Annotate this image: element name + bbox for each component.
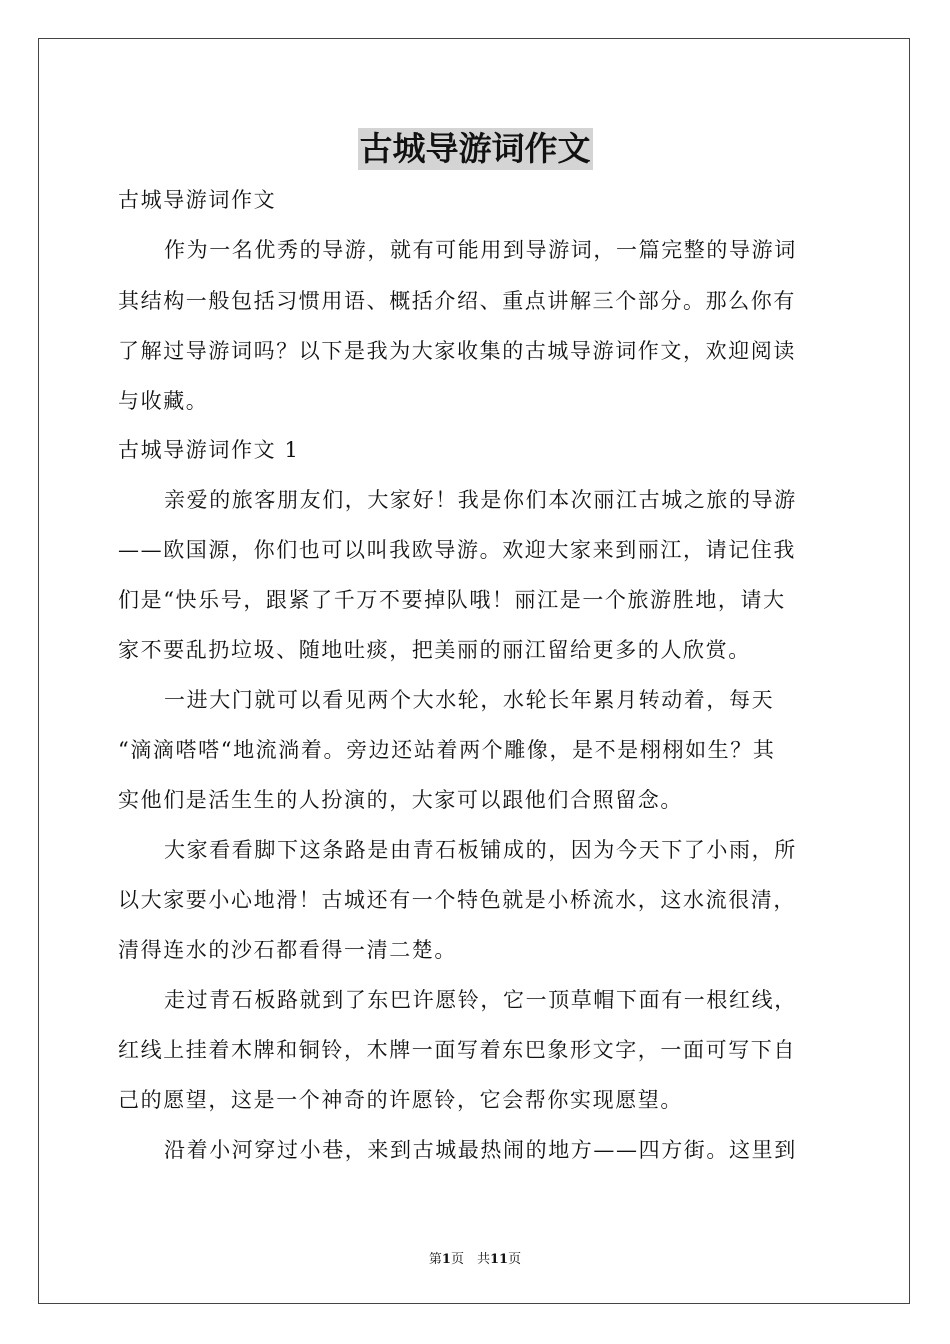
document-title: 古城导游词作文: [359, 129, 591, 168]
section-heading: 古城导游词作文 1: [118, 438, 300, 462]
body-line: 沿着小河穿过小巷，来到古城最热闹的地方——四方街。这里到: [164, 1138, 797, 1162]
body-line: 们是“快乐号，跟紧了千万不要掉队哦！丽江是一个旅游胜地，请大: [118, 588, 786, 612]
footer-page-number: 1: [441, 1252, 451, 1267]
body-line: 走过青石板路就到了东巴许愿铃，它一顶草帽下面有一根红线，: [164, 988, 797, 1012]
body-line: 己的愿望，这是一个神奇的许愿铃，它会帮你实现愿望。: [118, 1088, 683, 1112]
body-line: 大家看看脚下这条路是由青石板铺成的，因为今天下了小雨，所: [164, 838, 797, 862]
intro-line: 与收藏。: [118, 389, 209, 413]
title-container: [0, 128, 950, 170]
body-line: “滴滴嗒嗒“地流淌着。旁边还站着两个雕像，是不是栩栩如生？其: [118, 738, 776, 762]
footer-mid: 页 共: [450, 1252, 490, 1267]
body-line: 家不要乱扔垃圾、随地吐痰，把美丽的丽江留给更多的人欣赏。: [118, 638, 751, 662]
document-page: [38, 38, 910, 1304]
footer-total-pages: 11: [489, 1252, 509, 1267]
body-line: 亲爱的旅客朋友们，大家好！我是你们本次丽江古城之旅的导游: [164, 488, 797, 512]
intro-line: 其结构一般包括习惯用语、概括介绍、重点讲解三个部分。那么你有: [118, 289, 796, 313]
subtitle: 古城导游词作文: [118, 188, 277, 212]
footer-suffix: 页: [508, 1252, 522, 1267]
footer-prefix: 第: [428, 1252, 442, 1267]
body-line: 红线上挂着木牌和铜铃，木牌一面写着东巴象形文字，一面可写下自: [118, 1038, 796, 1062]
intro-line: 了解过导游词吗？以下是我为大家收集的古城导游词作文，欢迎阅读: [118, 339, 796, 363]
body-line: 一进大门就可以看见两个大水轮，水轮长年累月转动着，每天: [164, 688, 775, 712]
page-footer: [0, 1248, 950, 1267]
body-line: ——欧国源，你们也可以叫我欧导游。欢迎大家来到丽江，请记住我: [118, 538, 796, 562]
body-line: 以大家要小心地滑！古城还有一个特色就是小桥流水，这水流很清，: [118, 888, 796, 912]
body-line: 清得连水的沙石都看得一清二楚。: [118, 938, 457, 962]
intro-line: 作为一名优秀的导游，就有可能用到导游词，一篇完整的导游词: [164, 238, 797, 262]
body-line: 实他们是活生生的人扮演的，大家可以跟他们合照留念。: [118, 788, 683, 812]
